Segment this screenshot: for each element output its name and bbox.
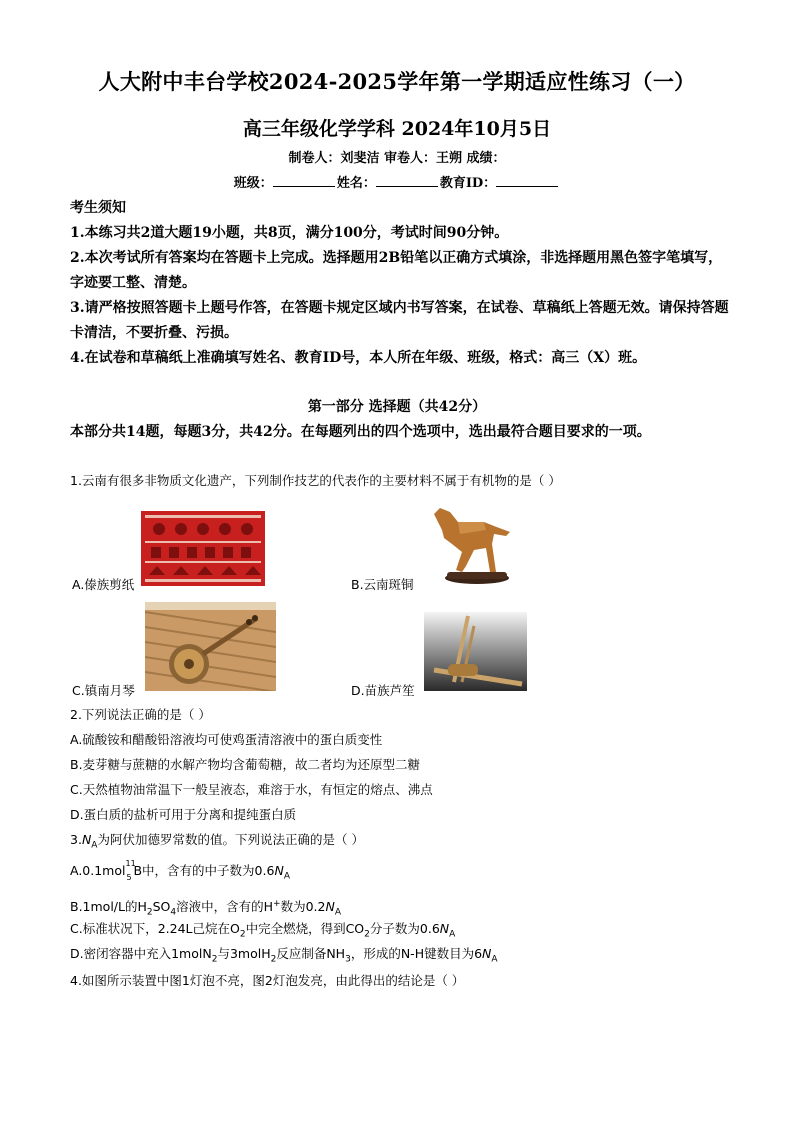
q1-option-b: B.云南斑铜: [351, 577, 414, 592]
student-info-line: [0, 172, 794, 191]
makers-line: 制卷人：刘斐洁 审卷人：王朔 成绩：: [288, 151, 506, 166]
q1-option-a: A.傣族剪纸: [72, 577, 135, 592]
q2-option-a: A.硫酸铵和醋酸铅溶液均可使鸡蛋清溶液中的蛋白质变性: [70, 732, 383, 747]
miao-lusheng-image: [424, 612, 527, 691]
question-1-stem: 1.云南有很多非物质文化遗产，下列制作技艺的代表作的主要材料不属于有机物的是（ ）: [70, 473, 561, 488]
note-item: 4.在试卷和草稿纸上准确填写姓名、教育ID号，本人所在年级、班级，格式：高三（X）班。: [70, 350, 647, 366]
q3-option-d: D.密闭容器中充入1molN$_2$与3molH$_2$反应制备$NH_3$，形成的N-H键数目为$6N_A$: [70, 946, 498, 965]
question-3-stem: $3.N_A$为阿伏加德罗常数的值。下列说法正确的是（ ）: [70, 832, 364, 851]
q1-option-c: C.镇南月琴: [72, 683, 135, 698]
dai-papercut-image: [141, 511, 265, 586]
question-2-stem: 2.下列说法正确的是（ ）: [70, 707, 211, 722]
zhennan-yueqin-image: [145, 602, 276, 691]
note-item: 1.本练习共2道大题19小题，共8页，满分100分，考试时间90分钟。: [70, 225, 509, 241]
exam-notes: [70, 196, 730, 371]
class-blank[interactable]: [273, 174, 335, 187]
q2-option-c: C.天然植物油常温下一般呈液态，难溶于水，有恒定的熔点、沸点: [70, 782, 433, 797]
q2-option-b: B.麦芽糖与蔗糖的水解产物均含葡萄糖，故二者均为还原型二糖: [70, 757, 421, 772]
id-blank[interactable]: [496, 174, 558, 187]
section-title: 第一部分 选择题（共42分）: [307, 399, 487, 415]
q3-option-b: B.1mol/L的$H_2SO_4$溶液中，含有的H+数为$0.2N_A$: [70, 899, 341, 918]
name-label: 姓名：: [336, 176, 376, 191]
note-item: 2.本次考试所有答案均在答题卡上完成。选择题用2B铅笔以正确方式填涂，非选择题用黑色签字笔填写，字迹要工整、清楚。: [70, 250, 723, 291]
notes-heading: 考生须知: [70, 200, 126, 216]
exam-title: 人大附中丰台学校2024-2025学年第一学期适应性练习（一）: [98, 69, 696, 94]
exam-subtitle: 高三年级化学学科 2024年10月5日: [242, 118, 552, 140]
q3-option-a: A.0.1mol 11 5 B中，含有的中子数为$0.6N_A$: [70, 859, 290, 882]
q3-option-c: C.标准状况下，2.24L己烷在$O_2$中完全燃烧，得到$CO_2$分子数为$0.6N_A$: [70, 921, 456, 940]
q2-option-d: D.蛋白质的盐析可用于分离和提纯蛋白质: [70, 807, 297, 822]
class-label: 班级：: [233, 176, 273, 191]
yunnan-bronze-horse-image: [422, 500, 516, 588]
section-description: 本部分共14题，每题3分，共42分。在每题列出的四个选项中，选出最符合题目要求的一项。: [70, 424, 651, 440]
q1-option-d: D.苗族芦笙: [351, 683, 415, 698]
note-item: 3.请严格按照答题卡上题号作答，在答题卡规定区域内书写答案，在试卷、草稿纸上答题无效。请保持答题卡清洁，不要折叠、污损。: [70, 300, 729, 341]
name-blank[interactable]: [376, 174, 438, 187]
question-4-stem: 4.如图所示装置中图1灯泡不亮，图2灯泡发亮，由此得出的结论是（ ）: [70, 973, 465, 988]
id-label: 教育ID：: [439, 176, 497, 191]
